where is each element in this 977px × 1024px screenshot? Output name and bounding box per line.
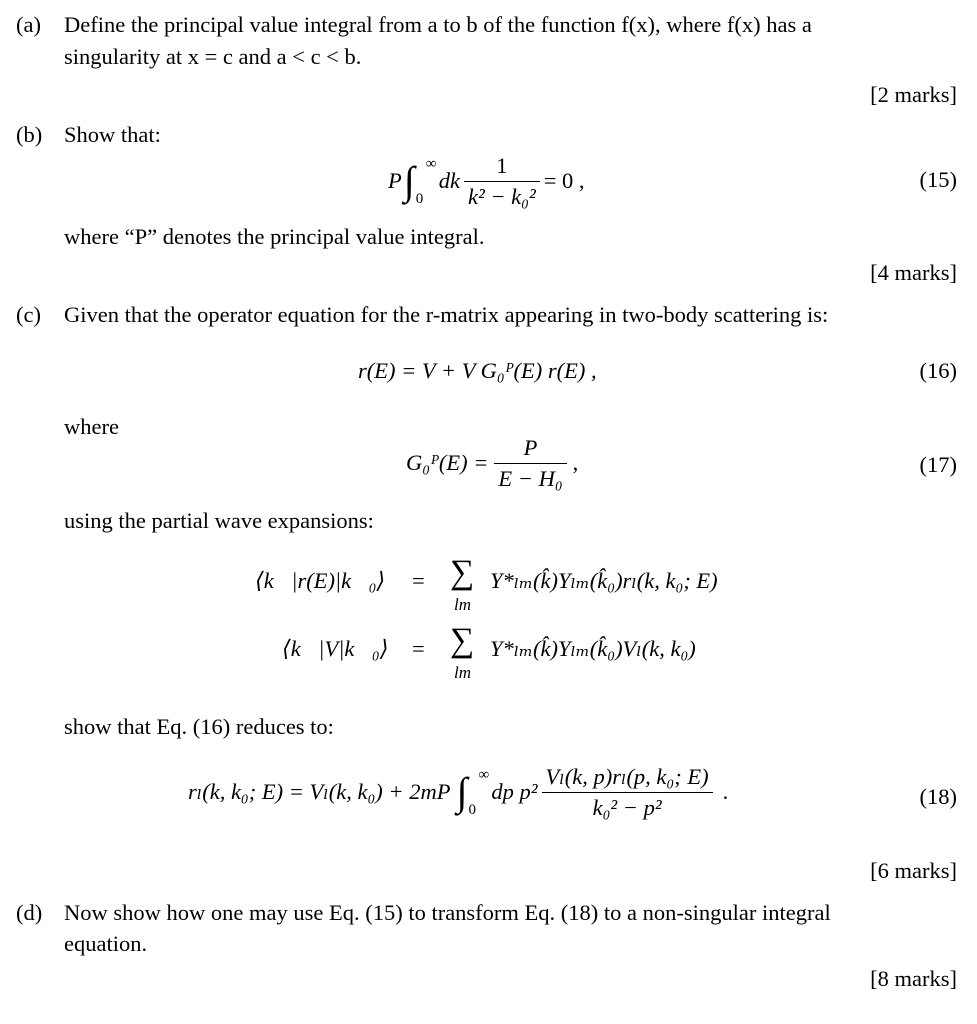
eq18-number: (18) <box>919 784 957 809</box>
eq15-denominator: k² − k₀² <box>464 181 540 211</box>
integral-sign: ∫ ∞ 0 <box>456 767 490 818</box>
eq15-fraction <box>464 151 540 211</box>
part-a-label: (a) <box>16 12 41 37</box>
eq17-numerator: P <box>523 435 538 461</box>
integral-sign: ∫ ∞ 0 <box>403 156 437 207</box>
expansion-2-equals: = <box>412 636 425 661</box>
expansion-2-lhs: ⟨k⃗|V|k⃗₀⟩ <box>282 636 389 661</box>
expansion-2-sum <box>450 622 475 682</box>
eq18-denominator: k₀² − p² <box>542 792 713 822</box>
eq15-lower: 0 <box>415 191 424 207</box>
eq15-dk: dk <box>438 168 460 194</box>
part-c-using: using the partial wave expansions: <box>64 508 374 533</box>
expansion-1-equals: = <box>412 568 425 593</box>
eq18-dp: dp p² <box>491 779 538 805</box>
sum-sign: ∑ lm <box>450 622 475 682</box>
part-c-where: where <box>64 414 119 439</box>
eq18-numerator: Vₗ(k, p)rₗ(p, k₀; E) <box>545 764 709 790</box>
sum-index: lm <box>454 595 471 614</box>
part-d-line1: Now show how one may use Eq. (15) to transform Eq. (18) to a non-singular integral <box>64 900 831 925</box>
part-c-intro: Given that the operator equation for the r-matrix appearing in two-body scattering is: <box>64 302 829 327</box>
eq15-number: (15) <box>919 167 957 192</box>
eq18-upper: ∞ <box>478 767 490 783</box>
eq15-numerator: 1 <box>496 153 508 179</box>
eq18-lhs: rₗ(k, k₀; E) = Vₗ(k, k₀) + 2mP <box>188 779 451 805</box>
part-b-marks: [4 marks] <box>870 260 957 285</box>
eq17-denominator: E − H₀ <box>494 463 566 493</box>
equation-17 <box>406 428 578 498</box>
eq17-lhs: G₀ᴾ(E) = <box>406 450 489 476</box>
part-b-label: (b) <box>16 122 43 147</box>
eq18-lower: 0 <box>468 802 476 818</box>
eq15-p: P <box>388 168 402 194</box>
eq15-rhs: = 0 , <box>543 168 585 194</box>
equation-18 <box>188 752 728 832</box>
sum-sign: ∑ lm <box>450 554 475 614</box>
part-d-label: (d) <box>16 900 43 925</box>
part-d-line2: equation. <box>64 931 148 956</box>
part-c-marks: [6 marks] <box>870 858 957 883</box>
eq18-tail: . <box>722 779 729 805</box>
part-a-marks: [2 marks] <box>870 82 957 107</box>
expansion-1-lhs: ⟨k⃗|r(E)|k⃗₀⟩ <box>255 568 386 593</box>
equation-15 <box>388 146 585 216</box>
eq17-tail: , <box>572 450 579 476</box>
part-a-line2: singularity at x = c and a < c < b. <box>64 44 362 69</box>
eq17-number: (17) <box>919 452 957 477</box>
part-c-show: show that Eq. (16) reduces to: <box>64 714 334 739</box>
part-d-marks: [8 marks] <box>870 966 957 991</box>
part-b-after: where “P” denotes the principal value integral. <box>64 224 485 249</box>
part-a-line1: Define the principal value integral from a to b of the function f(x), where f(x) has a <box>64 12 812 37</box>
sum-index: lm <box>454 663 471 682</box>
eq18-fraction <box>542 762 713 822</box>
expansion-1-sum <box>450 554 475 614</box>
equation-16: r(E) = V + V G₀ᴾ(E) r(E) , <box>358 358 597 383</box>
expansion-2-rhs: Y*ₗₘ(k̂)Yₗₘ(k̂₀)Vₗ(k, k₀) <box>490 636 696 661</box>
eq15-upper: ∞ <box>425 156 437 172</box>
eq16-number: (16) <box>919 358 957 383</box>
part-c-label: (c) <box>16 302 41 327</box>
part-b-intro: Show that: <box>64 122 161 147</box>
eq17-fraction <box>494 433 566 493</box>
expansion-1-rhs: Y*ₗₘ(k̂)Yₗₘ(k̂₀)rₗ(k, k₀; E) <box>490 568 718 593</box>
